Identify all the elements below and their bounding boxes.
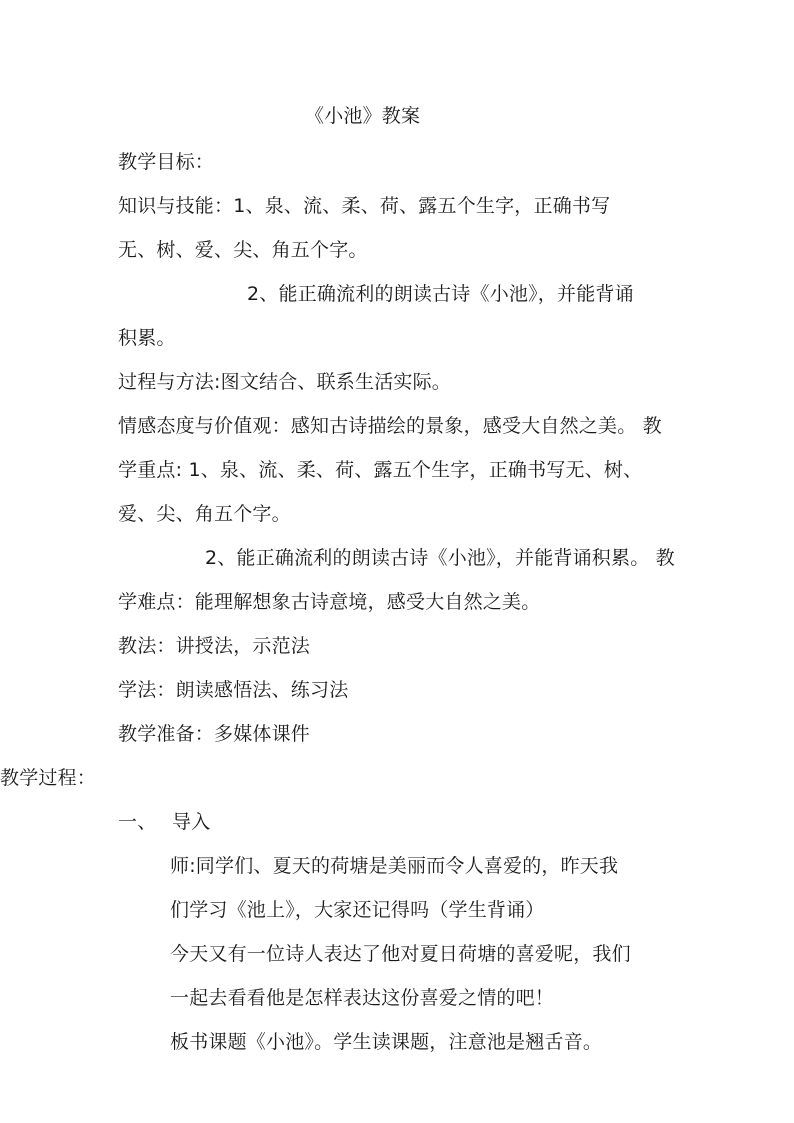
section-number: 教学过程：	[0, 767, 97, 789]
text-line: 教学准备：多媒体课件	[118, 723, 311, 745]
section-heading-line	[118, 810, 210, 834]
body-line: 们学习《池上》，大家还记得吗（学生背诵）	[170, 899, 545, 921]
body-line: 师:同学们、夏天的荷塘是美丽而令人喜爱的，昨天我	[170, 855, 619, 877]
body-line: 今天又有一位诗人表达了他对夏日荷塘的喜爱呢，我们	[170, 943, 631, 965]
text-line: 学法：朗读感悟法、练习法	[118, 679, 349, 701]
text-line	[0, 766, 96, 790]
text-line: 积累。	[118, 327, 176, 349]
text-line: 2、能正确流利的朗读古诗《小池》，并能背诵	[247, 283, 634, 305]
text-line: 学重点: 1、泉、流、柔、荷、露五个生字，正确书写无、树、	[118, 459, 643, 481]
text-line: 过程与方法:图文结合、联系生活实际。	[118, 371, 452, 393]
text-line: 教法：讲授法，示范法	[118, 635, 311, 657]
body-line: 一起去看看他是怎样表达这份喜爱之情的吧！	[170, 987, 555, 1009]
text-line: 爱、尖、角五个字。	[118, 503, 291, 525]
text-line: 无、树、爱、尖、角五个字。	[118, 239, 368, 261]
section-heading: 导入	[172, 811, 211, 833]
text-line: 情感态度与价值观：感知古诗描绘的景象，感受大自然之美。 教	[118, 415, 662, 437]
section-number: 一、	[118, 811, 157, 833]
text-line: 2、能正确流利的朗读古诗《小池》，并能背诵积累。 教	[205, 547, 675, 569]
text-line: 学难点：能理解想象古诗意境，感受大自然之美。	[118, 591, 541, 613]
document-title: 《小池》教案	[305, 105, 421, 127]
text-line: 教学目标：	[118, 151, 215, 173]
body-line: 板书课题《小池》。学生读课题，注意池是翘舌音。	[170, 1031, 603, 1053]
text-line: 知识与技能：1、泉、流、柔、荷、露五个生字，正确书写	[118, 195, 611, 217]
